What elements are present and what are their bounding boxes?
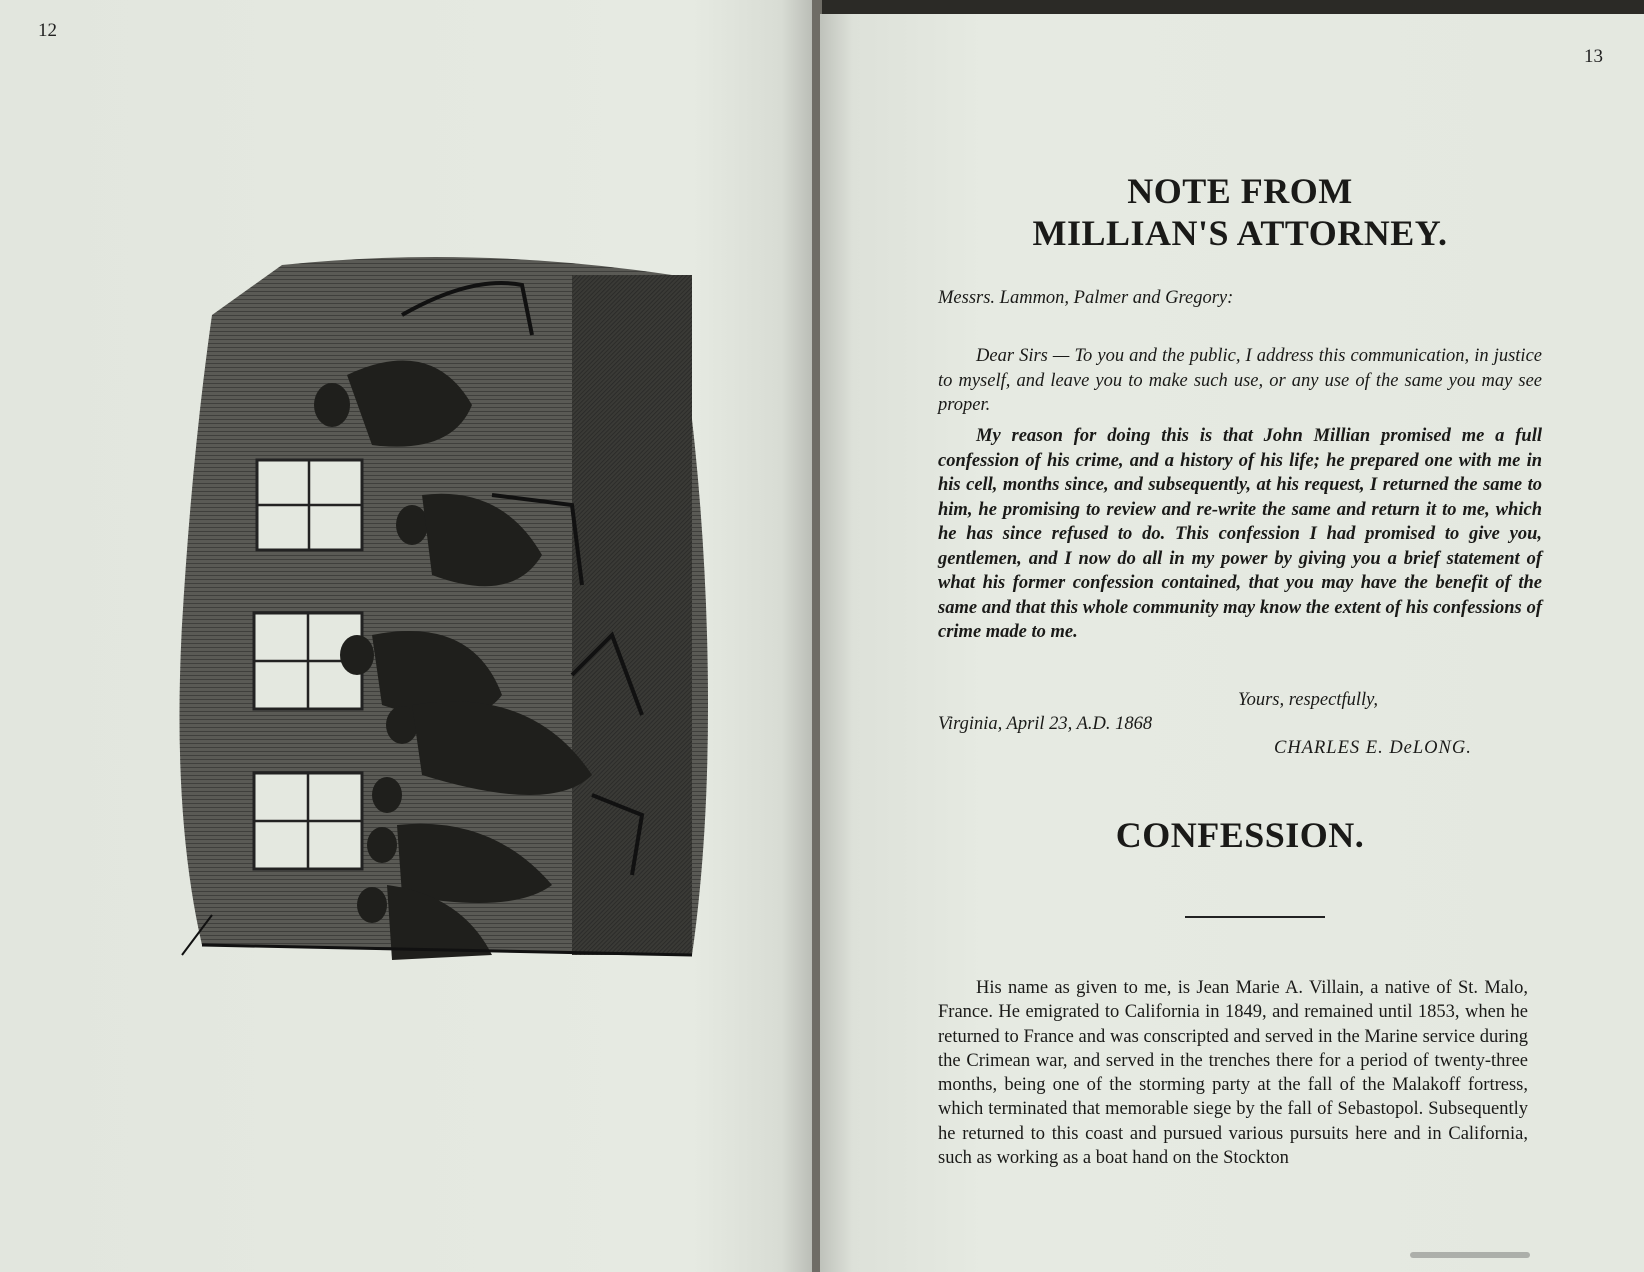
confession-paragraph: His name as given to me, is Jean Marie A. Villain, a native of St. Malo, France. He emigrated to California in 1849, and remained until 1853, when he returned to France and was conscripted and served in the Marine service during the Crimean war, and served in the trenches there for a period of twenty-three months, being one of the storming party at the fall of the Malakoff fortress, which terminated that memorable siege by the fall of Sebastopol. Subsequently he returned to this coast and pursued various pursuits here and in California, such as working as a boat hand on the Stockton <box>938 978 1528 1169</box>
courtroom-engraving-image <box>172 255 732 995</box>
engraving-illustration <box>172 255 732 995</box>
right-page <box>820 14 1644 1272</box>
note-title-line1: NOTE FROM <box>1127 171 1353 211</box>
page-number-right: 13 <box>1584 46 1603 67</box>
salutation: Messrs. Lammon, Palmer and Gregory: <box>938 288 1234 308</box>
signature: CHARLES E. DeLONG. <box>1274 738 1472 758</box>
note-title-line2: MILLIAN'S ATTORNEY. <box>1032 213 1448 253</box>
letter-paragraph-1: Dear Sirs — To you and the public, I address this communication, in justice to myself, and leave you to make such use, or any use of the same you may see proper. <box>938 346 1542 415</box>
place-date: Virginia, April 23, A.D. 1868 <box>938 714 1153 734</box>
page-number-left: 12 <box>38 20 57 41</box>
note-title <box>938 170 1542 254</box>
confession-title: CONFESSION. <box>1115 815 1365 855</box>
letter-paragraph-2: My reason for doing this is that John Millian promised me a full confession of his crime, and a history of his life; he prepared one with me in his cell, months since, and subsequently, at his request, I returned the same to him, he promising to review and re-write the same and return it to me, which he has since refused to do. This confession I had promised to give you, gentlemen, and I now do all in my power by giving you a brief statement of what his former confession contained, that you may have the benefit of the same and that this whole community may know the extent of his confessions of crime made to me. <box>938 426 1542 642</box>
letter-closing: Yours, respectfully, <box>1238 690 1378 710</box>
section-divider <box>1185 916 1325 918</box>
page-edge-mark <box>1410 1252 1530 1258</box>
left-page <box>0 0 814 1272</box>
